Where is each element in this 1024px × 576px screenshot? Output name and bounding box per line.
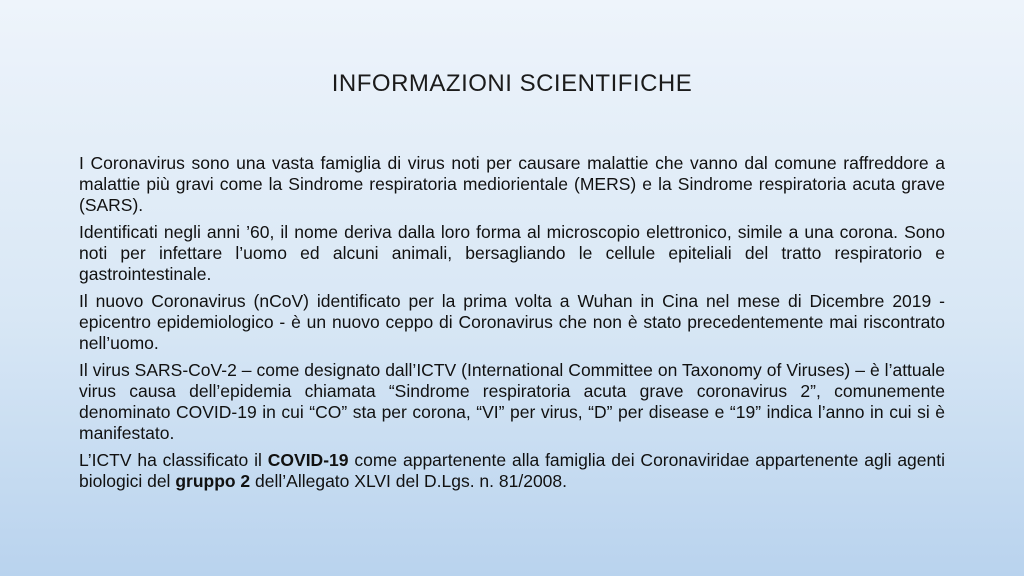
paragraph-coronavirus-family: I Coronavirus sono una vasta famiglia di virus noti per causare malattie che vanno dal comune raffreddore a malattie più gravi come la Sindrome respiratoria mediorientale (MERS) e la Sindrome respiratoria acuta grave (SARS).: [79, 153, 945, 215]
slide-title: INFORMAZIONI SCIENTIFICHE: [331, 70, 693, 97]
covid19-bold: COVID-19: [267, 450, 349, 470]
gruppo2-bold: gruppo 2: [175, 471, 251, 491]
classification-text-part2: come appartenente alla famiglia dei Coronaviridae appartenente agli agenti biologici del: [79, 450, 946, 491]
paragraph-sars-cov-2: Il virus SARS-CoV-2 – come designato dall’ICTV (International Committee on Taxonomy of Viruses) – è l’attuale virus causa dell’epidemia chiamata “Sindrome respiratoria acuta grave coronavirus 2”, comunemente denominato COVID-19 in cui “CO” sta per corona, “VI” per virus, “D” per disease e “19” indica l’anno in cui si è manifestato.: [79, 360, 945, 443]
paragraph-identification: Identificati negli anni ’60, il nome deriva dalla loro forma al microscopio elettronico, simile a una corona. Sono noti per infettare l’uomo ed alcuni animali, bersagliando le cellule epiteliali del tratto respiratorio e gastrointestinale.: [79, 222, 945, 284]
slide-content: [79, 153, 945, 498]
paragraph-ictv-classification: [79, 450, 945, 492]
classification-text-part3: dell’Allegato XLVI del D.Lgs. n. 81/2008.: [250, 471, 568, 491]
classification-text-part1: L’ICTV ha classificato il: [79, 450, 268, 470]
paragraph-new-coronavirus: Il nuovo Coronavirus (nCoV) identificato per la prima volta a Wuhan in Cina nel mese di Dicembre 2019 - epicentro epidemiologico - è un nuovo ceppo di Coronavirus che non è stato precedentemente mai riscontrato nell’uomo.: [79, 291, 945, 353]
